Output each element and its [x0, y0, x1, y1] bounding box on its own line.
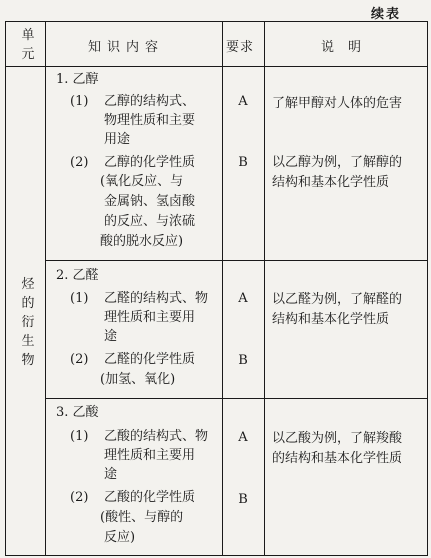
requirement-level: B	[238, 353, 248, 368]
item-line: 用途	[104, 132, 131, 147]
col-divider-content	[222, 22, 223, 555]
requirement-level: A	[238, 430, 248, 445]
item-line: 金属钠、氢卤酸	[104, 194, 196, 209]
note-line: 以乙酸为例，了解羧酸	[272, 431, 403, 446]
header-requirement: 要求	[226, 40, 255, 55]
header-unit: 单 元	[21, 28, 35, 62]
item-line: 乙醛的结构式、物	[104, 291, 209, 306]
section-title: 3. 乙酸	[56, 405, 99, 420]
item-line: 酸的脱水反应)	[100, 234, 184, 249]
item-line: 途	[104, 467, 118, 482]
item-line: 乙醇的结构式、	[104, 94, 196, 109]
knowledge-table	[5, 21, 428, 556]
item-line: 乙酸的化学性质	[104, 490, 196, 505]
item-number: (1)	[70, 94, 89, 109]
col-divider-req	[264, 22, 265, 555]
item-line: (氧化反应、与	[100, 174, 184, 189]
item-line: 乙酸的结构式、物	[104, 429, 209, 444]
item-line: (加氢、氧化)	[100, 372, 176, 387]
item-number: (2)	[70, 490, 89, 505]
item-line: (酸性、与醇的	[100, 510, 184, 525]
note-line: 的结构和基本化学性质	[272, 451, 403, 466]
note-line: 了解甲醇对人体的危害	[272, 96, 403, 111]
note-line: 结构和基本化学性质	[272, 175, 390, 190]
item-line: 反应)	[104, 530, 136, 545]
unit-name: 烃 的 衍 生 物	[21, 277, 35, 368]
requirement-level: A	[238, 94, 248, 109]
item-line: 乙醇的化学性质	[104, 155, 196, 170]
section-divider-1	[45, 260, 427, 261]
item-line: 乙醛的化学性质	[104, 352, 196, 367]
section-divider-2	[45, 398, 427, 399]
item-number: (2)	[70, 352, 89, 367]
continued-label: 续表	[370, 7, 401, 22]
note-line: 以乙醛为例，了解醛的	[272, 292, 403, 307]
item-line: 理性质和主要用	[104, 310, 196, 325]
col-divider-unit	[45, 22, 46, 555]
requirement-level: A	[238, 291, 248, 306]
item-number: (1)	[70, 291, 89, 306]
item-line: 的反应、与浓硫	[104, 214, 196, 229]
header-content: 知识内容	[88, 40, 165, 55]
header-divider	[6, 66, 427, 67]
note-line: 结构和基本化学性质	[272, 312, 390, 327]
item-number: (1)	[70, 429, 89, 444]
requirement-level: B	[238, 492, 248, 507]
section-title: 1. 乙醇	[56, 72, 99, 87]
item-line: 理性质和主要用	[104, 448, 196, 463]
item-line: 途	[104, 329, 118, 344]
note-line: 以乙醇为例，了解醇的	[272, 155, 403, 170]
section-title: 2. 乙醛	[56, 268, 99, 283]
item-number: (2)	[70, 155, 89, 170]
header-note: 说明	[321, 40, 376, 55]
item-line: 物理性质和主要	[104, 113, 196, 128]
requirement-level: B	[238, 155, 248, 170]
